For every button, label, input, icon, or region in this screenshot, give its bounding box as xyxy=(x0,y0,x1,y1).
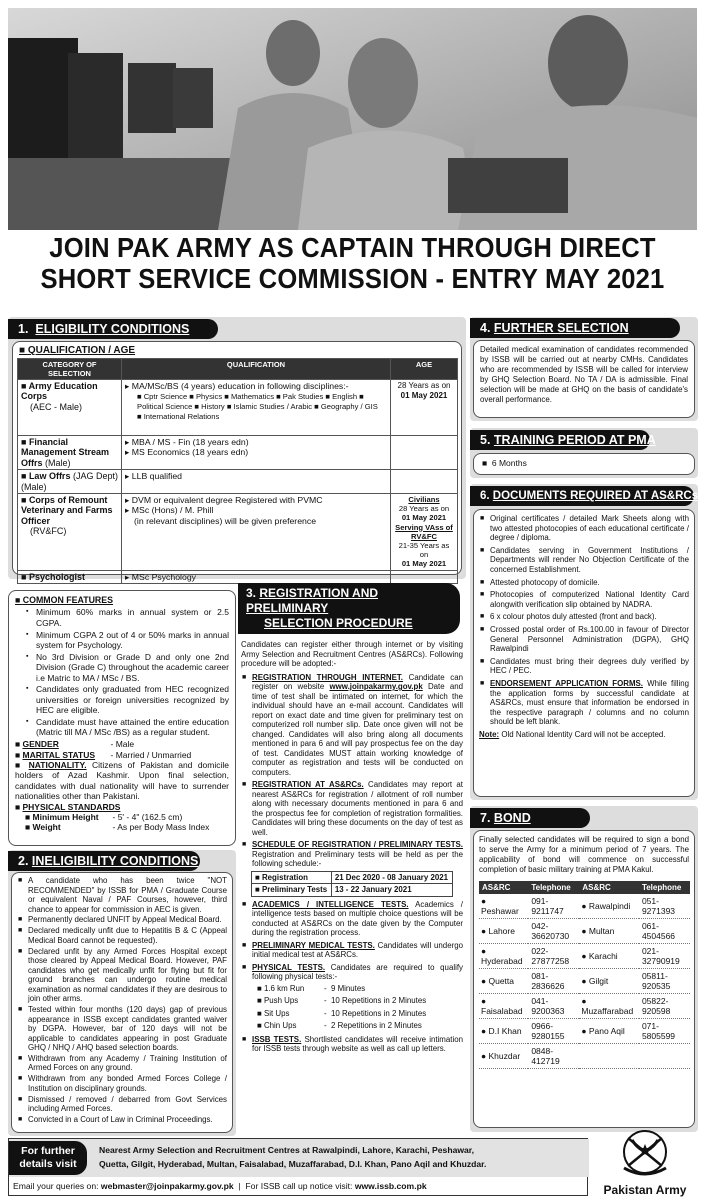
marital-value: Married / Unmarried xyxy=(115,749,192,760)
test-name: Chin Ups xyxy=(263,1021,297,1031)
qualification-subheader: ■ QUALIFICATION / AGE xyxy=(19,345,136,356)
asrc-telephone: 071-5805599 xyxy=(639,1019,690,1044)
list-item: ■ Dismissed / removed / debarred from Govt Services including Armed Forces. xyxy=(17,1095,227,1114)
registration-section xyxy=(238,583,466,1136)
item-label: PHYSICAL TESTS. xyxy=(252,962,326,972)
footer-centres xyxy=(99,1143,587,1171)
height-value: 5' - 4" (162.5 cm) xyxy=(117,812,183,823)
marital-row: ■ MARITAL STATUS - Married / Unmarried xyxy=(15,749,192,760)
note-text: Old National Identity Card will not be accepted. xyxy=(501,729,666,739)
section-number: 2. xyxy=(18,854,29,868)
footer-label xyxy=(9,1141,87,1175)
asrc-telephone: 091-9211747 xyxy=(528,894,579,919)
asrc-name: ● Muzaffarabad xyxy=(579,994,639,1019)
section-number: 4. xyxy=(480,321,491,335)
age-text: 28 Years as on xyxy=(397,381,451,390)
table-row: ■ Law Offrs (JAG Dept) (Male) ▸ LLB qualified xyxy=(18,470,458,494)
section-title: DOCUMENTS REQUIRED AT AS&RCs xyxy=(492,490,699,502)
table-row xyxy=(479,944,690,969)
asrc-name: ● Karachi xyxy=(579,944,639,969)
list-item: ▪ Candidates only graduated from HEC recognized universities or foreign universities recognized by HEC are eligible. xyxy=(25,684,229,715)
list-item: ■ Push Ups - 10 Repetitions in 2 Minutes xyxy=(257,995,463,1008)
nationality-label: NATIONALITY. xyxy=(28,760,87,771)
schedule-label: Registration xyxy=(261,872,309,882)
age-date: 01 May 2021 xyxy=(401,513,447,523)
list-item: ■ Photocopies of computerized National Identity Card alongwith verification slip obtained by NADRA. xyxy=(479,590,689,609)
email-label: Email your queries on: xyxy=(13,1181,99,1191)
registration-header xyxy=(238,583,460,634)
table-row: ■ Army Education Corps (AEC - Male) ▸ MA/MSc/BS (4 years) education in following disciplines:- ■ Cptr Science ■ Physics ■ Mathematics ■ Pak Studies ■ English ■ Political Science ■ History ■ Islamic Studies / Arabic ■ Geography / GIS ■ International Relations 28 Years as on 01 May 2021 xyxy=(18,380,458,436)
test-value: 2 Repetitions in 2 Minutes xyxy=(330,1021,422,1031)
qualification-text: MBA / MS - Fin (18 years edn) xyxy=(131,437,249,447)
list-item: ■ Candidates must bring their degrees duly verified by HEC / PEC. xyxy=(479,657,689,676)
list-item: ■ Tested within four months (120 days) gap of previous appearance in ISSB except candidates granted waiver by DGPA. However, bar of 120 days will not be applicable to candidates appearing in post Graduate GHQ / NHQ / AHQ based selection boards. xyxy=(17,1005,227,1053)
ineligibility-box xyxy=(11,872,233,1133)
table-row xyxy=(479,894,690,919)
category-name: Financial Management Stream Offrs xyxy=(21,437,110,468)
item-text-2: Date and time of test shall be intimated on internet, for which the individual should have an e-mail account. Candidates will report on exact date and time given for preliminary test on computerized roll number slip. Date once given will not be changed. Candidates will also bring along all documents mentioned in para 6 and will pay prospectus fee on the day of test. Candidates MUST attain working knowledge of computer as registration and tests will be conducted on computers. xyxy=(252,682,463,777)
list-item: ■ Declared unfit by any Armed Forces Hospital except those cleared by Appeal Medical Board. However, PAF candidates who get medically unfit for flying but fit for ground branches can undergo routine medical examination as normal candidates if they are desirous to join other arms. xyxy=(17,947,227,1004)
section-number: 3. xyxy=(246,586,257,600)
col-asrc-2: AS&RC xyxy=(579,881,639,894)
list-item: ■ Convicted in a Court of Law in Criminal Proceedings. xyxy=(17,1115,227,1125)
table-row xyxy=(479,1044,690,1069)
issb-label: For ISSB call up notice visit: xyxy=(245,1181,353,1191)
footer-label-1: For further xyxy=(21,1145,75,1157)
footer-label-2: details visit xyxy=(19,1158,77,1170)
category-sub: (AEC - Male) xyxy=(30,401,83,412)
item-text: Candidate can register on website xyxy=(252,672,464,691)
category-sub: (RV&FC) xyxy=(30,526,67,537)
bond-box xyxy=(473,830,695,1128)
asrc-telephone: 05811-920535 xyxy=(639,969,690,994)
height-row: ■ Minimum Height - 5' - 4" (162.5 cm) xyxy=(25,812,183,823)
col-qualification: QUALIFICATION xyxy=(122,359,391,380)
test-name: Push Ups xyxy=(263,996,299,1006)
section-title: FURTHER SELECTION xyxy=(493,321,629,335)
qualification-text: MSc Psychology xyxy=(131,571,196,582)
asrc-telephone: 051-9271393 xyxy=(639,894,690,919)
item-label: REGISTRATION THROUGH INTERNET. xyxy=(252,672,403,682)
title-line-1: JOIN PAK ARMY AS CAPTAIN THROUGH DIRECT xyxy=(49,232,656,263)
weight-label: Weight xyxy=(32,822,61,833)
asrc-name: ● Multan xyxy=(579,919,639,944)
gender-label: GENDER xyxy=(22,739,59,750)
common-features-box xyxy=(8,590,236,846)
training-section xyxy=(470,428,698,478)
qualification-subheader-text: QUALIFICATION / AGE xyxy=(27,345,136,356)
asrc-telephone: 05822-920598 xyxy=(639,994,690,1019)
asrc-name: ● Lahore xyxy=(479,919,528,944)
section-number: 7. xyxy=(480,811,491,825)
test-value: 10 Repetitions in 2 Minutes xyxy=(330,1008,427,1018)
section-title-2: SELECTION PROCEDURE xyxy=(264,616,413,630)
category-sub: (Male) xyxy=(45,457,71,468)
age-group: Civilians xyxy=(408,495,440,505)
physical-standards-label: PHYSICAL STANDARDS xyxy=(22,801,121,812)
qualification-text: MA/MSc/BS (4 years) education in following disciplines:- xyxy=(131,381,349,391)
section-number: 5. xyxy=(480,433,491,447)
col-asrc: AS&RC xyxy=(479,881,528,894)
documents-header xyxy=(470,486,699,506)
pakistan-army-logo xyxy=(592,1130,698,1198)
ineligibility-section xyxy=(8,850,236,1136)
training-header xyxy=(470,430,656,450)
list-item xyxy=(241,941,463,960)
category-name: Army Education Corps xyxy=(21,381,98,402)
list-item: ■ Candidates serving in Government Institutions / Departments will render No Objection Certificate of the concerned Establishment. xyxy=(479,546,689,575)
col-category: CATEGORY OF SELECTION xyxy=(18,359,122,380)
physical-standards-row: ■ PHYSICAL STANDARDS xyxy=(15,801,121,812)
discipline-list-text: Cptr Science ■ Physics ■ Mathematics ■ Pak Studies ■ English ■ Political Science ■ History ■ Islamic Studies / Arabic ■ Geography / GIS ■ International Relations xyxy=(137,392,378,422)
website-link[interactable]: www.joinpakarmy.gov.pk xyxy=(329,682,423,691)
ineligibility-header xyxy=(8,851,200,871)
discipline-list: ■ Cptr Science ■ Physics ■ Mathematics ■ Pak Studies ■ English ■ Political Science ■ History ■ Islamic Studies / Arabic ■ Geography / GIS ■ International Relations xyxy=(137,392,378,422)
schedule-date: 21 Dec 2020 - 08 January 2021 xyxy=(331,871,452,884)
table-row xyxy=(479,919,690,944)
documents-section xyxy=(470,484,698,800)
item-text: Shortlisted candidates will receive intimation for ISSB tests through website as well as call up letters. xyxy=(252,1034,463,1054)
list-item: ▪ Minimum 60% marks in annual system or 2.5 CGPA. xyxy=(25,607,229,628)
ineligibility-list xyxy=(17,876,227,1125)
col-age: AGE xyxy=(391,359,458,380)
section-title: ELIGIBILITY CONDITIONS xyxy=(35,322,190,336)
schedule-date: 13 - 22 January 2021 xyxy=(331,884,452,897)
common-features-header-text: COMMON FEATURES xyxy=(22,595,114,605)
documents-box xyxy=(473,509,695,797)
list-item xyxy=(241,963,463,982)
test-value: 10 Repetitions in 2 Minutes xyxy=(330,996,427,1006)
contacts-table xyxy=(479,881,690,1069)
item-text: Candidates are required to qualify following physical tests:- xyxy=(252,962,463,981)
asrc-name: ● Pano Aqil xyxy=(579,1019,639,1044)
registration-list-2 xyxy=(241,900,463,982)
documents-list xyxy=(479,514,689,727)
weight-value: As per Body Mass Index xyxy=(117,822,210,833)
section-title: INELIGIBILITY CONDITIONS xyxy=(31,854,199,868)
asrc-name: ● Peshawar xyxy=(479,894,528,919)
email-link[interactable]: webmaster@joinpakarmy.gov.pk xyxy=(100,1181,234,1191)
nationality-value: Citizens of Pakistan and domicile holders of Azad Kashmir. Upon final selection, candidates with dual nationality will have to surrender nationalities other than Pakistani. xyxy=(15,760,230,802)
asrc-name: ● Rawalpindi xyxy=(579,894,639,919)
table-row xyxy=(479,994,690,1019)
asrc-name: ● Quetta xyxy=(479,969,528,994)
main-title xyxy=(32,232,673,294)
header-photo xyxy=(8,8,697,230)
bond-section xyxy=(470,806,698,1132)
further-selection-section xyxy=(470,317,698,421)
qualification-text: DVM or equivalent degree Registered with PVMC xyxy=(131,495,323,506)
age-date: 01 May 2021 xyxy=(400,391,448,401)
list-item xyxy=(241,780,463,837)
asrc-telephone: 021-32790919 xyxy=(639,944,690,969)
title-line-2: SHORT SERVICE COMMISSION - ENTRY MAY 2021 xyxy=(40,263,665,294)
note-label: Note: xyxy=(479,729,500,739)
item-text: Candidates may report at nearest AS&RCs for registration / allotment of roll number along with necessary documents mentioned in para 6 and the prospectus fee for completion of registration formalities. Candidates will bring these documents on the day of test as well. xyxy=(252,780,463,837)
category-name: Psychologist xyxy=(28,571,85,582)
col-telephone: Telephone xyxy=(528,881,579,894)
table-row: ■ Financial Management Stream Offrs (Male) ▸ MBA / MS - Fin (18 years edn) ▸ MS Economics (18 years edn) xyxy=(18,436,458,470)
logo-text: Pakistan Army xyxy=(603,1183,687,1197)
item-label: ISSB TESTS. xyxy=(252,1034,302,1044)
asrc-telephone: 061-4504566 xyxy=(639,919,690,944)
registration-body xyxy=(238,634,466,1054)
asrc-name: ● Gilgit xyxy=(579,969,639,994)
schedule-label: Preliminary Tests xyxy=(261,885,328,894)
asrc-telephone: 022-27877258 xyxy=(528,944,579,969)
category-sub: (JAG Dept) (Male) xyxy=(21,471,118,492)
item-text: While filling the application forms by successful candidate at AS&RCs, must ensure that information be endorsed in the respective paragraph / columns and no column should be left blank. xyxy=(490,678,689,727)
list-item: ■ Attested photocopy of domicile. xyxy=(479,578,689,588)
item-text: Candidates will undergo initial medical test at AS&RCs. xyxy=(252,940,463,959)
list-item: ■ A candidate who has been twice "NOT RECOMMENDED" by ISSB for PMA / Graduate Course or equivalent Naval / PAF Courses, however, third chance to appear for commission in AEC is given. xyxy=(17,876,227,914)
table-row: ■ Psychologist ▸ MSc Psychology xyxy=(18,570,458,583)
item-label: PRELIMINARY MEDICAL TESTS. xyxy=(252,940,375,950)
test-value: 9 Minutes xyxy=(330,983,366,993)
table-row xyxy=(479,969,690,994)
training-box: ■ 6 Months xyxy=(473,453,695,475)
bond-text: Finally selected candidates will be required to sign a bond to serve the Army for a minimum period of 7 years. The applicability of bond will commence on successful completion of basic military training at PMA Kakul. xyxy=(479,835,689,874)
schedule-table xyxy=(251,871,453,897)
height-label: Minimum Height xyxy=(32,812,99,823)
footer-text-2: Quetta, Gilgit, Hyderabad, Multan, Faisalabad, Muzaffarabad, D.I. Khan, Pano Aqil and Khuzdar. xyxy=(99,1159,487,1169)
army-crest-icon xyxy=(610,1130,680,1178)
common-features-header: ■ COMMON FEATURES xyxy=(15,595,114,605)
col-telephone-2: Telephone xyxy=(639,881,690,894)
list-item: ■ 1.6 km Run - 9 Minutes xyxy=(257,983,463,996)
asrc-name: ● D.I Khan xyxy=(479,1019,528,1044)
qualification-box xyxy=(12,341,462,582)
test-name: 1.6 km Run xyxy=(263,983,305,993)
asrc-telephone: 042-36620730 xyxy=(528,919,579,944)
asrc-telephone: 0966-9280155 xyxy=(528,1019,579,1044)
list-item: ▪ Candidate must have attained the entire education (Matric till MA / MSc /BS) as a regular student. xyxy=(25,717,229,738)
list-item: ■ Original certificates / detailed Mark Sheets along with two attested photocopies of each educational certificate / degree / diploma. xyxy=(479,514,689,543)
section-title: BOND xyxy=(493,811,531,825)
table-row: ■ Preliminary Tests 13 - 22 January 2021 xyxy=(252,884,453,897)
item-text: Registration and Preliminary tests will be held as per the following schedule:- xyxy=(252,849,463,868)
list-item: ■ Withdrawn from any Academy / Training Institution of Armed Forces on any ground. xyxy=(17,1054,227,1073)
asrc-telephone: 081-2836626 xyxy=(528,969,579,994)
age-group-2: Serving VAss of RV&FC xyxy=(395,522,453,541)
section-number: 6. xyxy=(480,490,490,502)
list-item: ■ 6 x colour photos duly attested (front and back). xyxy=(479,612,689,622)
table-row: ■ Corps of Remount Veterinary and Farms Officer (RV&FC) ▸ DVM or equivalent degree Registered with PVMC ▸ MSc (Hons) / M. Phill (in relevant disciplines) will be given preference Civilians 28 Years as on 01 May 2021 Serving VAss of RV&FC 21-35 Years as on 01 May 2021 xyxy=(18,494,458,571)
category-name: Corps of Remount Veterinary and Farms Officer xyxy=(21,495,113,526)
section-number: 1. xyxy=(18,322,29,336)
list-item: ▪ Minimum CGPA 2 out of 4 or 50% marks in annual system for Psychology. xyxy=(25,630,229,651)
test-name: Sit Ups xyxy=(263,1008,290,1018)
asrc-name: ● Hyderabad xyxy=(479,944,528,969)
category-name: Law Offrs xyxy=(28,471,71,482)
list-item: ■ Chin Ups - 2 Repetitions in 2 Minutes xyxy=(257,1020,463,1033)
age-text-2: 21-35 Years as on xyxy=(398,541,450,560)
item-label: ACADEMICS / INTELLIGENCE TESTS. xyxy=(252,899,409,909)
footer xyxy=(8,1138,588,1196)
nationality-row: ■ NATIONALITY. Citizens of Pakistan and domicile holders of Azad Kashmir. Upon final selection, candidates with dual nationality will have to surrender nationalities other than Pakistani. xyxy=(15,760,230,802)
qualification-text: LLB qualified xyxy=(131,471,183,482)
registration-intro: Candidates can register either through internet or by visiting Army Selection and Recruitment Centres (AS&RCs). Following procedure will be adopted:- xyxy=(241,640,463,668)
marital-label: MARITAL STATUS xyxy=(22,749,96,760)
section-title: TRAINING PERIOD AT PMA xyxy=(493,433,656,447)
item-label: REGISTRATION AT AS&RCs. xyxy=(252,780,364,789)
item-label: ENDORSEMENT APPLICATION FORMS. xyxy=(490,678,643,688)
list-item: ■ Withdrawn from any bonded Armed Forces College / Institution on disciplinary grounds. xyxy=(17,1074,227,1093)
further-selection-text: Detailed medical examination of candidates recommended by ISSB will be carried out at nearby CMHs. Candidates who are recommended by ISSB will be called for interview by GHQ Selection Board. No TA / DA is admissible. Final selection will be made at GHQ on the basis of candidate's overall performance. xyxy=(473,340,695,418)
asrc-name: ● Khuzdar xyxy=(479,1044,528,1069)
asrc-telephone: 0848-412719 xyxy=(528,1044,579,1069)
qualification-text-2: MSc (Hons) / M. Phill xyxy=(131,505,214,516)
list-item: ■ Permanently declared UNFIT by Appeal Medical Board. xyxy=(17,915,227,925)
list-item xyxy=(241,1035,463,1054)
gender-row: ■ GENDER - Male xyxy=(15,739,135,750)
registration-list xyxy=(241,673,463,869)
table-row: ■ Registration 21 Dec 2020 - 08 January 2021 xyxy=(252,871,453,884)
asrc-telephone: 041-9200363 xyxy=(528,994,579,1019)
asrc-name xyxy=(579,1044,639,1069)
footer-text-1: Nearest Army Selection and Recruitment Centres at Rawalpindi, Lahore, Karachi, Peshawar, xyxy=(99,1145,475,1155)
common-features-list xyxy=(15,607,229,737)
section-title-1: REGISTRATION AND PRELIMINARY xyxy=(246,586,379,615)
list-item: ■ Sit Ups - 10 Repetitions in 2 Minutes xyxy=(257,1008,463,1021)
qualification-text-2: MS Economics (18 years edn) xyxy=(131,447,249,458)
footer-contact: Email your queries on: webmaster@joinpakarmy.gov.pk | For ISSB call up notice visit: www.issb.com.pk xyxy=(13,1181,427,1191)
registration-list-3 xyxy=(241,1035,463,1054)
age-date-2: 01 May 2021 xyxy=(401,559,447,569)
item-text: Academics / intelligence tests based on multiple choice questions will be conducted at AS&RCs on the date given by the Computer during the registration process. xyxy=(252,899,463,937)
physical-tests-list xyxy=(241,983,463,1033)
eligibility-section xyxy=(8,317,466,582)
list-item: ■ Crossed postal order of Rs.100.00 in favour of Director General Personnel Administration (DGPA), GHQ Rawalpindi xyxy=(479,625,689,654)
qualification-table xyxy=(17,358,458,584)
item-label: SCHEDULE OF REGISTRATION / PRELIMINARY TESTS. xyxy=(252,840,463,849)
eligibility-header xyxy=(8,319,218,339)
training-text: 6 Months xyxy=(491,458,527,468)
documents-note xyxy=(479,730,689,740)
list-item: ▪ No 3rd Division or Grade D and only one 2nd Division (Grade C) throughout the academic career i.e Matric to MA / MSc / BS. xyxy=(25,652,229,683)
list-item xyxy=(241,900,463,938)
issb-link[interactable]: www.issb.com.pk xyxy=(354,1181,427,1191)
list-item xyxy=(241,840,463,869)
weight-row: ■ Weight - As per Body Mass Index xyxy=(25,822,210,833)
qualification-text-3: (in relevant disciplines) will be given preference xyxy=(134,515,317,526)
asrc-name: ● Faisalabad xyxy=(479,994,528,1019)
table-row xyxy=(479,1019,690,1044)
gender-value: Male xyxy=(115,739,135,750)
list-item xyxy=(479,679,689,727)
bond-header xyxy=(470,808,590,828)
further-selection-header xyxy=(470,318,680,338)
list-item: ■ Declared medically unfit due to Hepatitis B & C (Appeal Medical Board cannot be requested). xyxy=(17,926,227,945)
age-text: 28 Years as on xyxy=(398,504,450,514)
list-item xyxy=(241,673,463,778)
asrc-telephone xyxy=(639,1044,690,1069)
